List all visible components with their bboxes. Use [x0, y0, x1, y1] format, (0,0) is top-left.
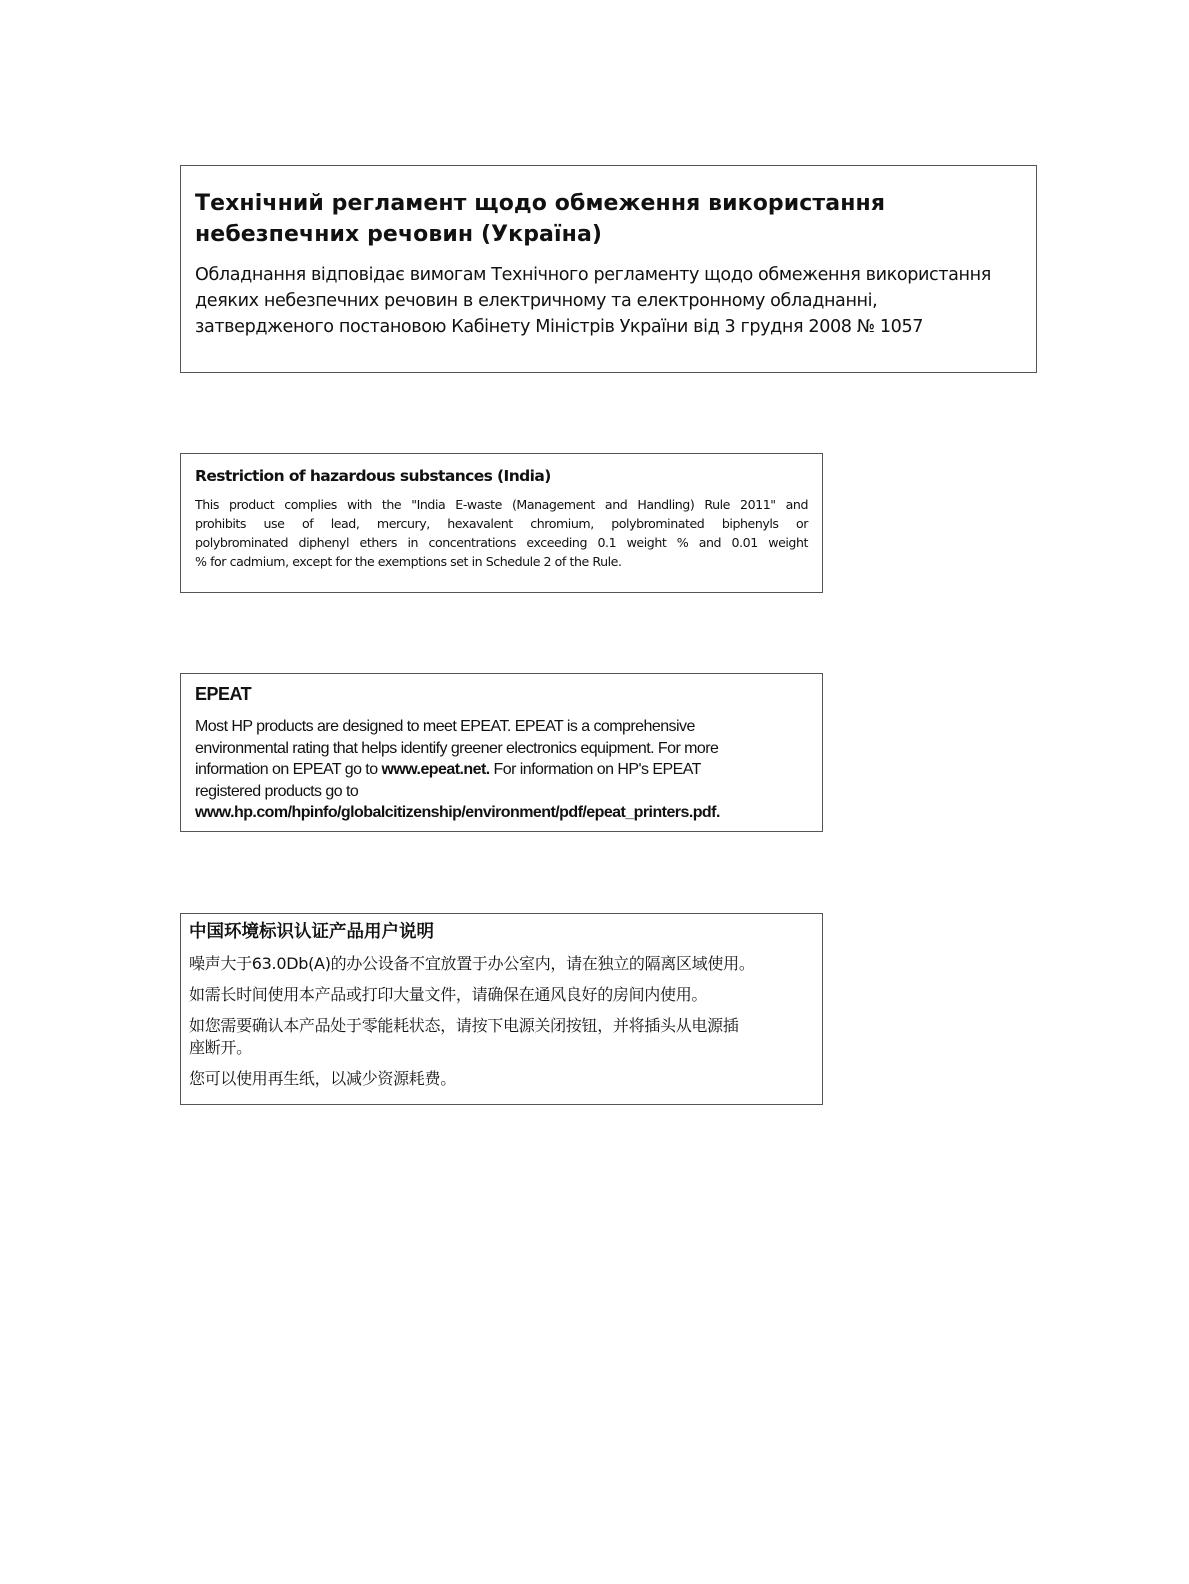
- india-notice-body: [195, 495, 808, 571]
- ukraine-notice-title: [195, 188, 1022, 250]
- ukraine-rohs-notice: [180, 165, 1037, 373]
- india-rohs-notice: [180, 453, 823, 593]
- china-item-3-line-2: 座断开。: [189, 1038, 252, 1057]
- ukraine-notice-body: [195, 262, 1022, 340]
- india-body-line-3: polybrominated diphenyl ethers in concentrations exceeding 0.1 weight % and 0.01 weight: [195, 535, 808, 550]
- ukraine-title-line-2: небезпечних речовин (Україна): [195, 222, 603, 247]
- china-environmental-label-notice: [180, 913, 823, 1105]
- china-item-2-text: 如需长时间使用本产品或打印大量文件，请确保在通风良好的房间内使用。: [189, 985, 708, 1004]
- epeat-website-link[interactable]: www.epeat.net.: [381, 761, 490, 778]
- epeat-body-line-3: [195, 759, 808, 781]
- india-body-line-2: prohibits use of lead, mercury, hexavalent chromium, polybrominated biphenyls or: [195, 516, 808, 531]
- china-notice-title: 中国环境标识认证产品用户说明: [189, 922, 434, 942]
- epeat-notice: [180, 673, 823, 832]
- epeat-notice-body: [195, 716, 808, 824]
- ukraine-body-line-2: деяких небезпечних речовин в електричному та електронному обладнанні,: [195, 291, 878, 311]
- china-item-1-text: 噪声大于63.0Db(A)的办公设备不宜放置于办公室内，请在独立的隔离区域使用。: [189, 954, 755, 973]
- china-notice-item-2: [189, 984, 814, 1006]
- china-notice-item-3: [189, 1015, 814, 1059]
- epeat-body-line-2: environmental rating that helps identify greener electronics equipment. For more: [195, 739, 719, 757]
- epeat-line-3-prefix: information on EPEAT go to: [195, 761, 382, 778]
- ukraine-title-line-1: Технічний регламент щодо обмеження використання: [195, 191, 886, 216]
- china-notice-item-4: [189, 1068, 814, 1090]
- india-body-line-4: % for cadmium, except for the exemptions set in Schedule 2 of the Rule.: [195, 554, 622, 569]
- india-body-line-1: This product complies with the "India E-waste (Management and Handling) Rule 2011" and: [195, 497, 808, 512]
- epeat-body-line-1: Most HP products are designed to meet EPEAT. EPEAT is a comprehensive: [195, 718, 695, 735]
- india-notice-title: Restriction of hazardous substances (India): [195, 467, 551, 485]
- epeat-notice-title: EPEAT: [195, 684, 252, 704]
- ukraine-body-line-1: Обладнання відповідає вимогам Технічного регламенту щодо обмеження використання: [195, 265, 991, 285]
- epeat-body-line-4: registered products go to: [195, 782, 359, 800]
- ukraine-body-line-3: затвердженого постановою Кабінету Міністрів України від 3 грудня 2008 № 1057: [195, 317, 924, 337]
- china-notice-item-1: [189, 953, 814, 975]
- epeat-body-line-5: [195, 802, 808, 824]
- china-item-4-text: 您可以使用再生纸，以减少资源耗费。: [189, 1069, 456, 1088]
- hp-epeat-pdf-link[interactable]: www.hp.com/hpinfo/globalcitizenship/environment/pdf/epeat_printers.pdf.: [195, 804, 720, 821]
- china-item-3-line-1: 如您需要确认本产品处于零能耗状态，请按下电源关闭按钮，并将插头从电源插: [189, 1016, 739, 1035]
- epeat-line-3-suffix: For information on HP's EPEAT: [489, 761, 701, 778]
